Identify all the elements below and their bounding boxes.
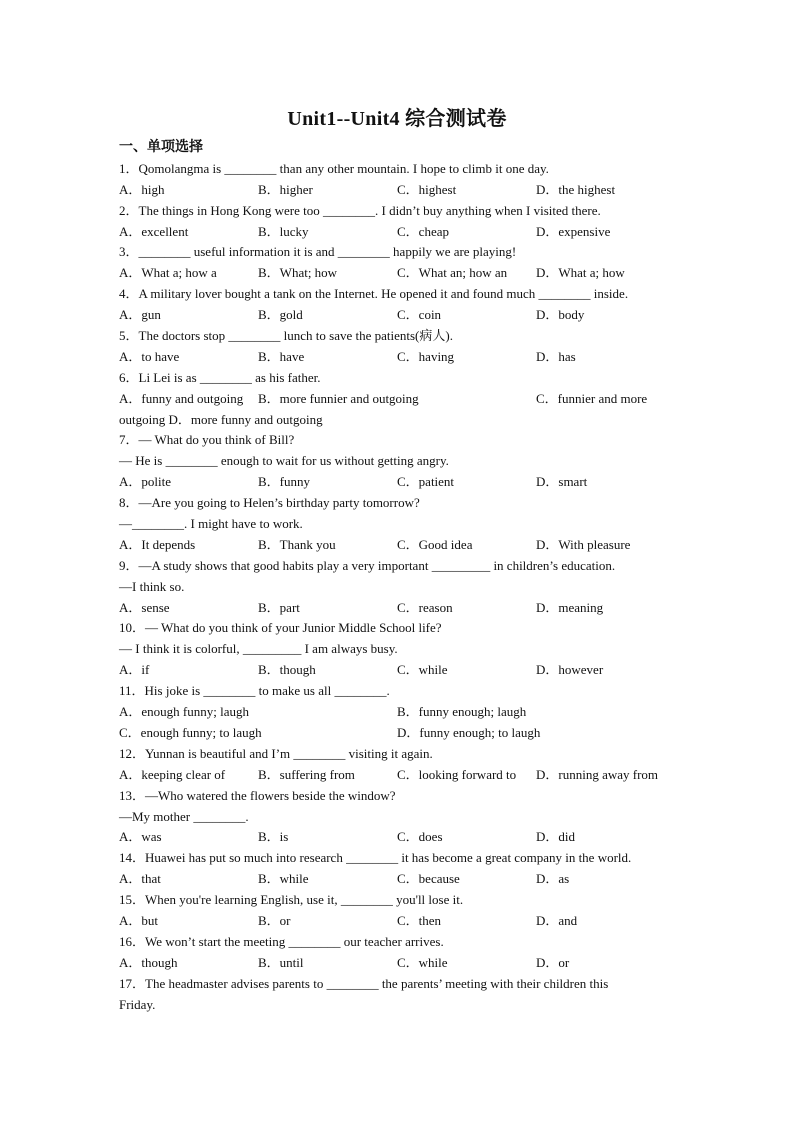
option-a-choice: A．polite (119, 474, 171, 490)
option-d-choice: D．With pleasure (536, 536, 631, 552)
section-heading: 一、单项选择 (119, 140, 203, 155)
option-c-choice: C．having (397, 348, 455, 364)
option-b-choice: B．funny (258, 474, 311, 490)
options-row (119, 827, 679, 848)
option-d-choice: D．has (536, 348, 576, 364)
option-b-choice: B．or (258, 912, 291, 928)
option-a-choice: A．What a; how a (119, 265, 217, 281)
options-row (119, 263, 679, 284)
options-row (119, 953, 679, 974)
option-c-choice: C．What an; how an (397, 265, 508, 281)
question-text: — He is ________ enough to wait for us without getting angry. (119, 453, 449, 469)
option-b-choice: B．is (258, 829, 289, 845)
option-b-choice: B．suffering from (258, 766, 355, 782)
question-text: 7．— What do you think of Bill? (119, 432, 295, 448)
page-title: Unit1--Unit4 综合测试卷 (287, 108, 507, 130)
question-text: 5．The doctors stop ________ lunch to save the patients(病人). (119, 328, 453, 344)
option-b-choice: B．though (258, 662, 316, 678)
option-d-choice: D．meaning (536, 599, 604, 615)
option-b-choice: B．more funnier and outgoing (258, 390, 419, 406)
option-a-choice: C．enough funny; to laugh (119, 724, 262, 740)
options-row (119, 305, 679, 326)
option-c-choice: D．funny enough; to laugh (397, 724, 541, 740)
option-b-choice: B．higher (258, 181, 313, 197)
question-text: 11．His joke is ________ to make us all ________. (119, 683, 390, 699)
options-row (119, 723, 679, 744)
question-text: 12．Yunnan is beautiful and I’m ________ visiting it again. (119, 745, 433, 761)
option-c-choice: C．Good idea (397, 536, 473, 552)
options-row (119, 180, 679, 201)
option-c-choice: C．coin (397, 307, 442, 323)
question-text: 8．—Are you going to Helen’s birthday party tomorrow? (119, 495, 420, 511)
options-row (119, 472, 679, 493)
option-c-choice: C．patient (397, 474, 455, 490)
question-text: Friday. (119, 996, 156, 1012)
options-row (119, 389, 679, 410)
question-text: — I think it is colorful, _________ I am always busy. (119, 641, 398, 657)
question-text: 13．—Who watered the flowers beside the window? (119, 787, 396, 803)
option-d-choice: D．as (536, 871, 570, 887)
options-row (119, 535, 679, 556)
option-b-choice: B．What; how (258, 265, 338, 281)
question-text: 17．The headmaster advises parents to ________ the parents’ meeting with their children this (119, 975, 609, 991)
option-c-choice: C．cheap (397, 223, 449, 239)
option-b-choice: B．part (258, 599, 300, 615)
question-text: 10．— What do you think of your Junior Middle School life? (119, 620, 442, 636)
question-text: 14．Huawei has put so much into research ________ it has become a great company in the world. (119, 850, 632, 866)
option-a-choice: A．if (119, 662, 150, 678)
option-c-choice: C．does (397, 829, 443, 845)
question-list (119, 138, 679, 1015)
option-d-choice: D．expensive (536, 223, 611, 239)
options-row (119, 222, 679, 243)
question-text: 2．The things in Hong Kong were too ________. I didn’t buy anything when I visited there. (119, 202, 601, 218)
option-d-choice: D．body (536, 307, 585, 323)
option-c-choice: C．reason (397, 599, 453, 615)
option-d-choice: D．running away from (536, 766, 659, 782)
option-a-choice: A．enough funny; laugh (119, 704, 249, 720)
option-b-choice: B．have (258, 348, 305, 364)
option-a-choice: A．but (119, 912, 159, 928)
option-c-choice: C．while (397, 954, 448, 970)
option-b-choice: B．Thank you (258, 536, 336, 552)
question-text: outgoing D．more funny and outgoing (119, 411, 323, 427)
options-row (119, 765, 679, 786)
option-d-choice: D．What a; how (536, 265, 625, 281)
question-text: 6．Li Lei is as ________ as his father. (119, 369, 321, 385)
question-text: —________. I might have to work. (119, 516, 303, 532)
option-b-choice: B．until (258, 954, 304, 970)
question-text: 15．When you're learning English, use it, ________ you'll lose it. (119, 892, 464, 908)
option-a-choice: A．gun (119, 307, 161, 323)
option-a-choice: A．that (119, 871, 161, 887)
option-a-choice: A．sense (119, 599, 170, 615)
option-a-choice: A．was (119, 829, 162, 845)
question-text: 16．We won’t start the meeting ________ our teacher arrives. (119, 933, 444, 949)
option-d-choice: D．did (536, 829, 576, 845)
option-a-choice: A．high (119, 181, 165, 197)
option-b-choice: B．while (258, 871, 309, 887)
options-row (119, 911, 679, 932)
question-text: 1．Qomolangma is ________ than any other mountain. I hope to climb it one day. (119, 160, 549, 176)
option-c-choice: C．because (397, 871, 460, 887)
options-row (119, 702, 679, 723)
option-b-choice: B．lucky (258, 223, 309, 239)
question-text: 9．—A study shows that good habits play a very important _________ in children’s education. (119, 557, 616, 573)
options-row (119, 660, 679, 681)
question-text: —My mother ________. (119, 808, 249, 824)
option-d-choice: D．smart (536, 474, 588, 490)
option-d-choice: D．the highest (536, 181, 616, 197)
option-a-choice: A．keeping clear of (119, 766, 226, 782)
option-c-choice: C．highest (397, 181, 457, 197)
option-b-choice: B．gold (258, 307, 303, 323)
option-c-choice: C．then (397, 912, 442, 928)
option-a-choice: A．to have (119, 348, 180, 364)
option-d-choice: D．however (536, 662, 604, 678)
option-a-choice: A．excellent (119, 223, 189, 239)
option-d-choice: D．or (536, 954, 570, 970)
option-d-choice: D．and (536, 912, 578, 928)
option-c-choice: B．funny enough; laugh (397, 704, 527, 720)
option-a-choice: A．It depends (119, 536, 196, 552)
option-c-choice: C．while (397, 662, 448, 678)
option-a-choice: A．though (119, 954, 178, 970)
options-row (119, 598, 679, 619)
question-text: 4．A military lover bought a tank on the Internet. He opened it and found much ________ inside. (119, 286, 629, 302)
question-text: 3．________ useful information it is and ________ happily we are playing! (119, 244, 517, 260)
option-c-choice: C．looking forward to (397, 766, 517, 782)
question-text: —I think so. (119, 578, 185, 594)
options-row (119, 869, 679, 890)
options-row (119, 347, 679, 368)
option-d-choice: C．funnier and more (536, 390, 648, 406)
option-a-choice: A．funny and outgoing (119, 390, 244, 406)
